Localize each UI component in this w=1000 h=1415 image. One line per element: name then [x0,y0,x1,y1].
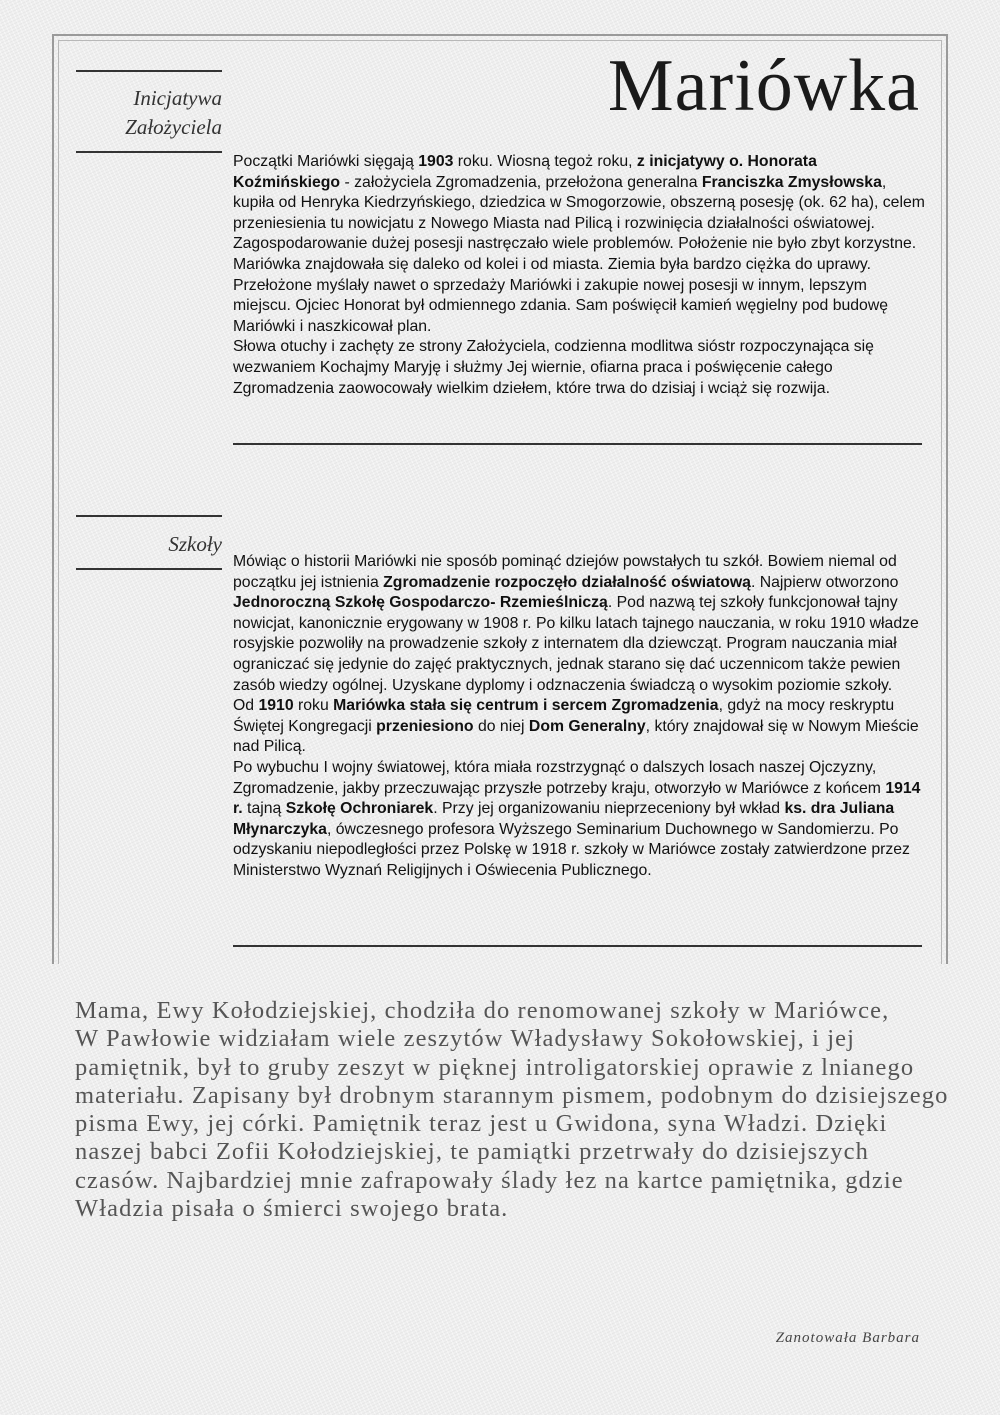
bold-text: z inicjatywy o. Honorata Koźmińskiego [233,153,817,191]
bold-text: Szkołę Ochroniarek [285,800,434,818]
note-signature: Zanotowała Barbara [775,1330,920,1346]
section-label-szkoly: Szkoły [168,532,222,556]
bold-text: ks. dra Juliana Młynarczyka [233,800,895,838]
family-note [75,997,955,1223]
text-run: do niej [473,717,529,735]
bold-text: przeniesiono [376,717,474,735]
text-run: roku [293,697,334,715]
bold-text: 1903 [418,153,454,170]
text-run: . Przy jej organizowaniu nieprzeceniony był wkład [433,800,785,818]
section-divider [233,945,922,947]
text-run: - założyciela Zgromadzenia, przełożona generalna [340,173,702,191]
bold-text: Zgromadzenie rozpoczęło działalność oświatową [383,573,751,591]
bold-text: Mariówka stała się centrum i sercem Zgromadzenia [333,697,719,715]
text-run: , ówczesnego profesora Wyższego Seminarium Duchownego w Sandomierzu. Po odzyskaniu niepodległości przez Polskę w 1918 r. szkoły w Mariówce zostały zatwierdzone przez Ministerstwo Wyznań Religijnych i Oświecenia Publicznego. [233,820,910,879]
text-run: Po wybuchu I wojny światowej, która miała rozstrzygnąć o dalszych losach naszej Ojczyzny, Zgromadzenie, jakby przeczuwając przyszłe potrzeby kraju, otworzyło w Mariówce z końcem [233,758,886,797]
text-run: , który znajdował się w Nowym Mieście nad Pilicą. [233,717,919,756]
text-run: . Najpierw otworzono [750,573,899,591]
text-run: Słowa otuchy i zachęty ze strony Założyciela, codzienna modlitwa sióstr rozpoczynająca się wezwaniem Kochajmy Maryję i służmy Jej wiernie, ofiarna praca i poświęcenie całego Zgromadzenia zaowocowały wielkim dziełem, które trwa do dzisiaj i wciąż się rozwija. [233,338,874,397]
text-run: Mówiąc o historii Mariówki nie sposób pominąć dziejów powstałych tu szkół. Bowiem niemal od początku jej istnienia [233,553,897,591]
bold-text: Dom Generalny [528,717,646,735]
text-run: roku. Wiosną tegoż roku, [453,153,637,170]
text-run: Zagospodarowanie dużej posesji nastręczało wiele problemów. Położenie nie było zbyt korzystne. Mariówka znajdowała się daleko od kolei i od miasta. Ziemia była bardzo ciężka do uprawy. Przełożone myślały nawet o sprzedaży Mariówki i zakupie nowej posesji w innym, lepszym miejscu. Ojciec Honorat był odmiennego zdania. Sam poświęcił kamień węgielny pod budowę Mariówki i naszkicował plan. [233,235,917,335]
section-label-inicjatywa [76,84,222,142]
text-run: , gdyż na mocy reskryptu Świętej Kongregacji [233,697,895,735]
sidebar-rule-bottom [76,151,222,153]
body-paragraph [233,758,928,882]
section-divider [233,443,922,445]
body-paragraph [233,696,928,758]
sidebar-rule-top [76,515,222,517]
bold-text: 1910 [258,697,294,715]
body-paragraph [233,152,928,234]
page-title: Mariówka [607,45,920,127]
note-line: W Pawłowie widziałam wiele zeszytów Władysławy Sokołowskiej, i jej pamiętnik, był to gruby zeszyt w pięknej introligatorskiej oprawie z lnianego materiału. Zapisany był drobnym starannym pismem, podobnym do dzisiejszego pisma Ewy, jej córki. Pamiętnik teraz jest u Gwidona, syna Władzi. Dzięki naszej babci Zofii Kołodziejskiej, te pamiątki przetrwały do dzisiejszych czasów. Najbardziej mnie zafrapowały ślady łez na kartce pamiętnika, gdzie Władzia pisała o śmierci swojego brata. [75,1025,949,1223]
text-run: Od [233,697,259,715]
section-body-inicjatywa [233,152,928,399]
text-run: . Pod nazwą tej szkoły funkcjonował tajny nowicjat, kanonicznie erygowany w 1908 r. Po kilku latach tajnego nauczania, w roku 1910 władze rosyjskie pozwoliły na prowadzenie szkoły z internatem dla dziewcząt. Program nauczania miał ograniczać się jedynie do zajęć praktycznych, jednak starano się dać uczennicom także pewien zasób wiedzy ogólnej. Uzyskane dyplomy i odznaczenia świadczą o wysokim poziomie szkoły. [233,594,919,694]
text-run: , kupiła od Henryka Kiedrzyńskiego, dziedzica w Smogorzowie, obszerną posesję (ok. 62 ha), celem przeniesienia tu nowicjatu z Nowego Miasta nad Pilicą i rozwinięcia działalności oświatowej. [233,173,925,232]
body-paragraph [233,552,928,696]
body-paragraph [233,234,928,337]
sidebar-rule-bottom [76,568,222,570]
sidebar-rule-top [76,70,222,72]
text-run: tajną [242,800,286,818]
body-paragraph [233,337,928,399]
text-run: Początki Mariówki sięgają [233,153,419,170]
section-label-line: Założyciela [125,115,222,139]
section-body-szkoly [233,552,928,882]
bold-text: Franciszka Zmysłowska [701,173,882,191]
section-label-line: Inicjatywa [133,86,222,110]
bold-text: Jednoroczną Szkołę Gospodarczo- Rzemieślniczą [233,594,608,612]
note-line: Mama, Ewy Kołodziejskiej, chodziła do renomowanej szkoły w Mariówce, [75,997,890,1024]
bold-text: 1914 r. [233,779,921,818]
